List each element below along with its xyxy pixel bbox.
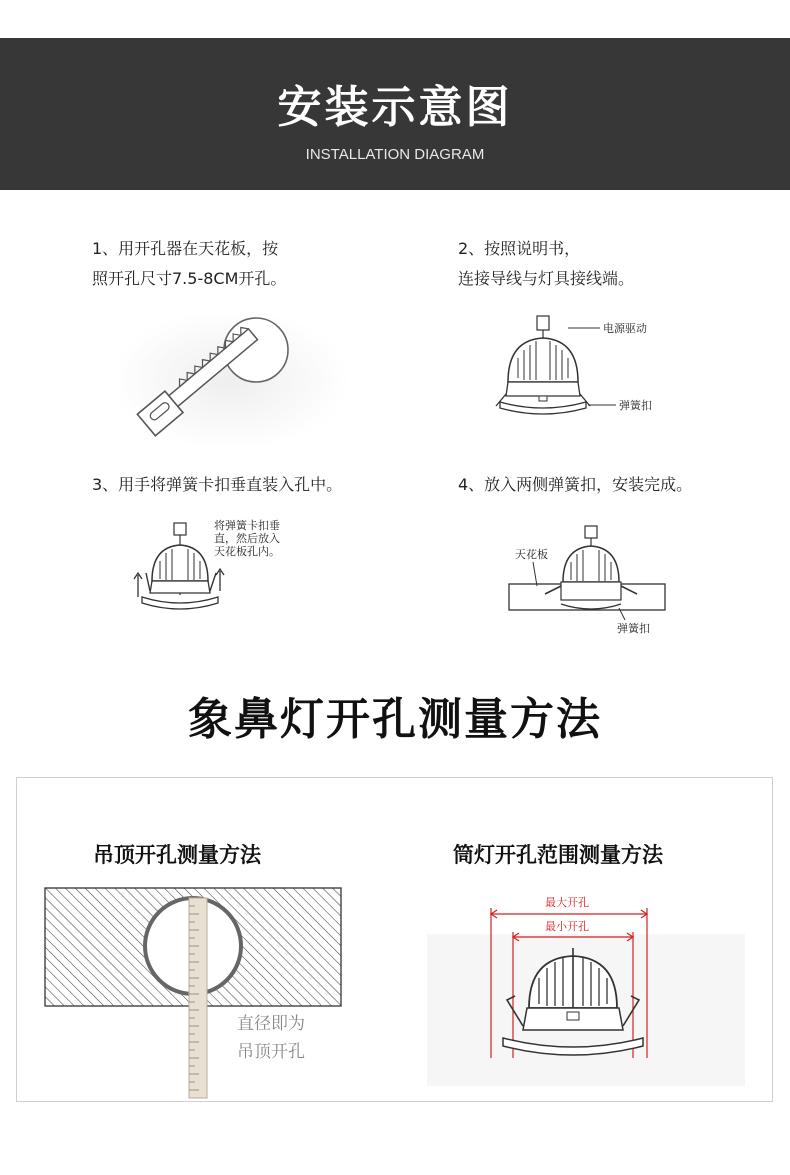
step-3-text xyxy=(92,470,342,500)
hole-saw-illustration xyxy=(120,300,360,450)
label-insert-3: 天花板孔内。 xyxy=(214,545,280,558)
measurement-panel xyxy=(16,777,773,1102)
step-1-text xyxy=(92,234,286,294)
downlight-range-diagram xyxy=(423,890,753,1090)
wiring-illustration xyxy=(490,310,690,430)
page-subtitle: INSTALLATION DIAGRAM xyxy=(305,146,485,163)
step-2-text xyxy=(458,234,634,294)
ceiling-hole-diagram xyxy=(43,886,343,1100)
installed-illustration xyxy=(505,520,675,640)
label-spring-clip: 弹簧扣 xyxy=(619,399,652,412)
header-banner xyxy=(0,38,790,190)
step-2-line-1: 2、按照说明书， xyxy=(458,239,581,258)
page-title: 安装示意图 xyxy=(277,82,513,133)
step-3-line-1: 3、用手将弹簧卡扣垂直装入孔中。 xyxy=(92,475,343,494)
label-power-driver: 电源驱动 xyxy=(603,322,647,335)
label-insert-2: 直，然后放入 xyxy=(214,532,280,545)
max-hole-label: 最大开孔 xyxy=(545,896,589,909)
min-hole-label: 最小开孔 xyxy=(545,920,589,933)
label-ceiling: 天花板 xyxy=(515,548,548,561)
label-insert-1: 将弹簧卡扣垂 xyxy=(214,519,280,532)
step-1-line-1: 1、用开孔器在天花板，按 xyxy=(92,239,279,258)
section-title: 象鼻灯开孔测量方法 xyxy=(188,694,602,745)
ceiling-method-title: 吊顶开孔测量方法 xyxy=(93,843,261,867)
ceiling-note-line-1: 直径即为 xyxy=(237,1014,305,1034)
downlight-method-title: 筒灯开孔范围测量方法 xyxy=(453,843,663,867)
step-4-text xyxy=(458,470,692,500)
step-2-line-2: 连接导线与灯具接线端。 xyxy=(458,269,635,288)
step-4-line-1: 4、放入两侧弹簧扣，安装完成。 xyxy=(458,475,693,494)
step-1-line-2: 照开孔尺寸7.5-8CM开孔。 xyxy=(92,269,287,288)
insert-clip-illustration xyxy=(128,515,328,615)
ceiling-note xyxy=(237,1010,305,1066)
ceiling-note-line-2: 吊顶开孔 xyxy=(237,1042,305,1062)
label-spring-clip-2: 弹簧扣 xyxy=(617,622,650,635)
